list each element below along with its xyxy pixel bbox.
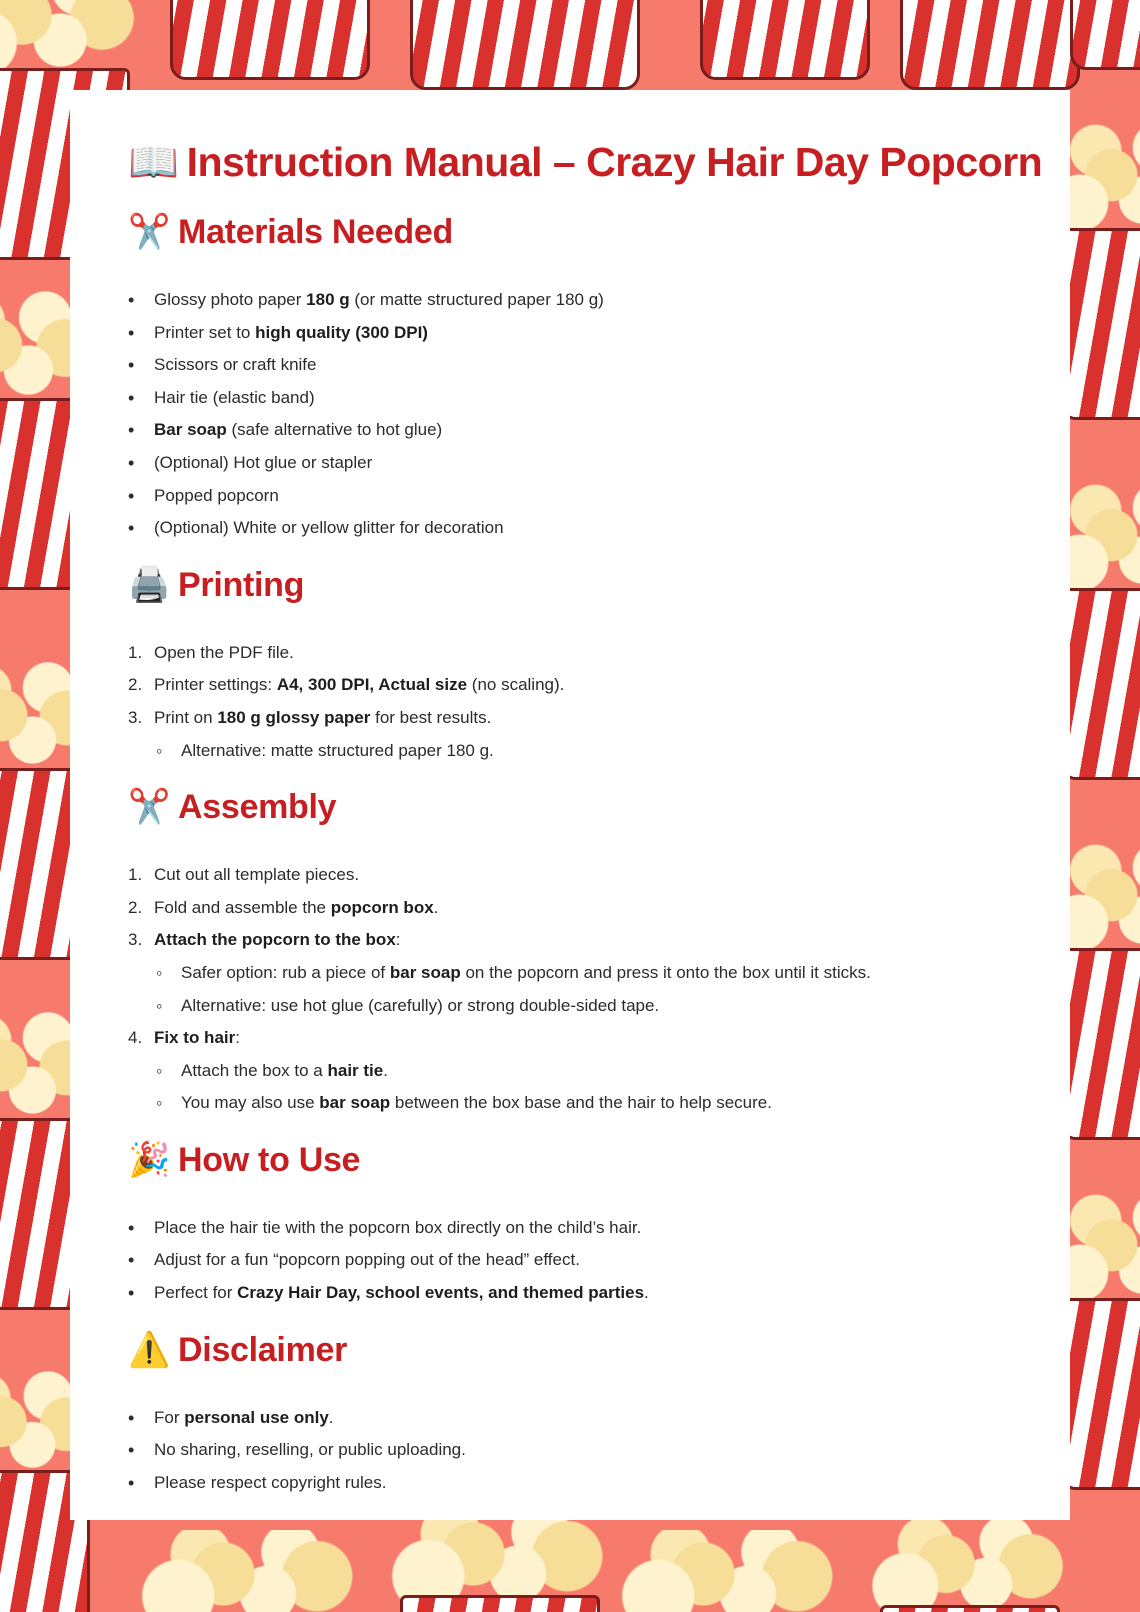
usage-list — [128, 1212, 1050, 1310]
bullet-marker — [128, 1212, 150, 1246]
popcorn-tub-illustration — [700, 0, 870, 80]
popcorn-tub-illustration — [900, 0, 1080, 90]
materials-heading — [128, 212, 1050, 252]
popcorn-tub-illustration — [1060, 1190, 1140, 1490]
list-item: • (Optional) White or yellow glitter for decoration — [128, 512, 1050, 545]
assembly-heading-text: Assembly — [178, 788, 337, 827]
scissors-icon: ✂️ — [128, 212, 171, 252]
sub-list-item: ◦ Alternative: use hot glue (carefully) or strong double-sided tape. — [128, 990, 1050, 1023]
bullet-marker — [128, 480, 150, 514]
list-item: 2. Fold and assemble the popcorn box. — [128, 892, 1050, 925]
circle-bullet-marker — [156, 990, 178, 1024]
assembly-heading — [128, 787, 1050, 827]
step-number: 1. — [128, 642, 143, 662]
bullet-marker — [128, 512, 150, 546]
list-item: 3. Attach the popcorn to the box: — [128, 924, 1050, 957]
bullet-marker — [128, 1402, 150, 1436]
list-item: • Hair tie (elastic band) — [128, 382, 1050, 415]
bullet-marker — [128, 447, 150, 481]
popcorn-tub-illustration — [150, 1530, 350, 1612]
list-item: • Glossy photo paper 180 g (or matte structured paper 180 g) — [128, 284, 1050, 317]
bullet-marker — [128, 317, 150, 351]
circle-bullet-marker — [156, 1055, 178, 1089]
popcorn-tub-illustration — [170, 0, 370, 80]
sub-list-item: ◦ Alternative: matte structured paper 180 g. — [128, 735, 1050, 768]
list-item: 3. Print on 180 g glossy paper for best results. — [128, 702, 1050, 735]
disclaimer-list — [128, 1402, 1050, 1500]
list-item: • Scissors or craft knife — [128, 349, 1050, 382]
bullet-marker — [128, 1434, 150, 1468]
list-item: • No sharing, reselling, or public uploading. — [128, 1434, 1050, 1467]
manual-content — [128, 138, 1050, 1499]
circle-bullet-marker — [156, 735, 178, 769]
list-item: 2. Printer settings: A4, 300 DPI, Actual size (no scaling). — [128, 669, 1050, 702]
list-item: • (Optional) Hot glue or stapler — [128, 447, 1050, 480]
popcorn-tub-illustration — [400, 1510, 600, 1612]
warning-icon: ⚠️ — [128, 1329, 171, 1370]
list-item: 4. Fix to hair: — [128, 1022, 1050, 1055]
step-number: 3. — [128, 930, 143, 950]
step-number: 4. — [128, 1028, 143, 1048]
step-number: 3. — [128, 707, 143, 727]
bullet-marker — [128, 284, 150, 318]
printing-heading — [128, 565, 1050, 605]
list-item: • Please respect copyright rules. — [128, 1467, 1050, 1500]
materials-heading-text: Materials Needed — [178, 213, 453, 251]
list-item: • Place the hair tie with the popcorn box directly on the child’s hair. — [128, 1212, 1050, 1245]
sub-list-item: ◦ You may also use bar soap between the box base and the hair to help secure. — [128, 1087, 1050, 1120]
bullet-marker — [128, 382, 150, 416]
printing-steps — [128, 637, 1050, 767]
list-item: • Perfect for Crazy Hair Day, school events, and themed parties. — [128, 1277, 1050, 1310]
list-item: 1. Open the PDF file. — [128, 637, 1050, 670]
assembly-steps — [128, 859, 1050, 1120]
party-popper-icon: 🎉 — [128, 1139, 171, 1180]
disclaimer-heading — [128, 1330, 1050, 1370]
list-item: • Adjust for a fun “popcorn popping out of the head” effect. — [128, 1244, 1050, 1277]
list-item: • Bar soap (safe alternative to hot glue) — [128, 414, 1050, 447]
list-item: 1. Cut out all template pieces. — [128, 859, 1050, 892]
open-book-icon: 📖 — [128, 138, 179, 186]
printing-heading-text: Printing — [178, 565, 305, 604]
sub-list-item: ◦ Attach the box to a hair tie. — [128, 1055, 1050, 1088]
page-title-text: Instruction Manual – Crazy Hair Day Popcorn — [186, 139, 1043, 185]
step-number: 1. — [128, 865, 143, 885]
popcorn-tub-illustration — [1060, 480, 1140, 780]
popcorn-tub-illustration — [880, 1520, 1060, 1612]
usage-heading — [128, 1140, 1050, 1180]
step-number: 2. — [128, 675, 143, 695]
popcorn-tub-illustration — [410, 0, 640, 90]
circle-bullet-marker — [156, 957, 178, 991]
printer-icon: 🖨️ — [128, 564, 171, 605]
materials-list — [128, 284, 1050, 545]
sub-list-item: ◦ Safer option: rub a piece of bar soap on the popcorn and press it onto the box until it sticks. — [128, 957, 1050, 990]
bullet-marker — [128, 414, 150, 448]
instruction-card — [70, 90, 1070, 1520]
popcorn-tub-illustration — [1070, 0, 1140, 70]
bullet-marker — [128, 349, 150, 383]
list-item: • Printer set to high quality (300 DPI) — [128, 317, 1050, 350]
page-title — [128, 138, 1050, 186]
circle-bullet-marker — [156, 1087, 178, 1121]
list-item: • Popped popcorn — [128, 480, 1050, 513]
bullet-marker — [128, 1244, 150, 1278]
scissors-icon: ✂️ — [128, 787, 171, 828]
usage-heading-text: How to Use — [178, 1140, 361, 1179]
list-item: • For personal use only. — [128, 1402, 1050, 1435]
step-number: 2. — [128, 897, 143, 917]
bullet-marker — [128, 1467, 150, 1501]
disclaimer-heading-text: Disclaimer — [178, 1330, 348, 1369]
bullet-marker — [128, 1277, 150, 1311]
popcorn-tub-illustration — [1060, 120, 1140, 420]
popcorn-tub-illustration — [630, 1530, 830, 1612]
popcorn-tub-illustration — [1060, 840, 1140, 1140]
